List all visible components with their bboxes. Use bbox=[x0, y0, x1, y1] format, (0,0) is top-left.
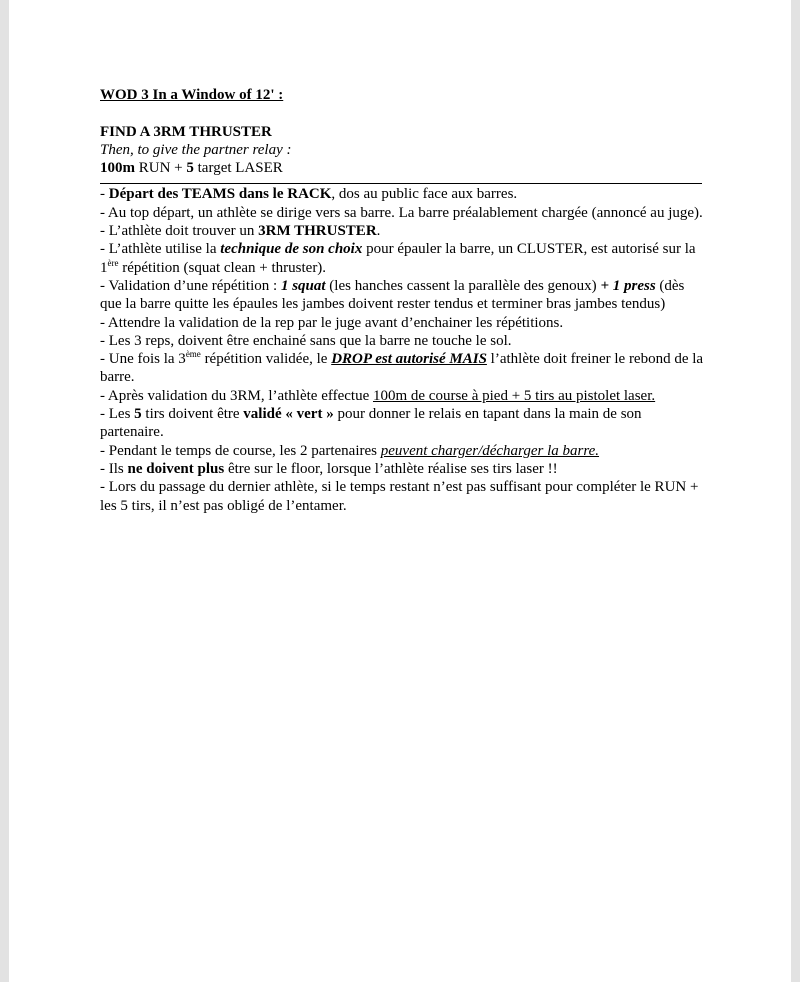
text: tirs doivent être bbox=[141, 406, 244, 423]
text: répétition validée, le bbox=[200, 351, 332, 368]
text-bold-italic-underline: DROP est autorisé MAIS bbox=[331, 351, 487, 368]
text-bold-italic: technique de son choix bbox=[220, 241, 363, 258]
rule-item-3 bbox=[100, 222, 705, 240]
text: , dos au public face aux barres. bbox=[331, 186, 518, 203]
text: - L’athlète utilise la bbox=[100, 241, 221, 258]
text-bold: ne doivent plus bbox=[127, 460, 225, 477]
divider bbox=[100, 183, 702, 184]
text-bold: 3RM THRUSTER bbox=[258, 223, 377, 240]
rule-item-1 bbox=[100, 185, 705, 203]
relay-laser: target LASER bbox=[193, 160, 283, 177]
text: l’athlète doit freiner le rebond de la barre. bbox=[100, 351, 704, 386]
page-edge-right bbox=[791, 0, 800, 982]
text: pour épauler la barre, un CLUSTER, est autorisé sur la 1 bbox=[100, 241, 696, 276]
rule-item-9 bbox=[100, 387, 705, 405]
text: être sur le floor, lorsque l’athlète réalise ses tirs laser !! bbox=[224, 460, 558, 477]
wod-title: WOD 3 In a Window of 12' : bbox=[100, 87, 284, 103]
text-bold: Départ des TEAMS dans le RACK bbox=[108, 186, 332, 203]
superscript: ème bbox=[185, 349, 201, 360]
rule-item-6: - Attendre la validation de la rep par le juge avant d’enchainer les répétitions. bbox=[100, 314, 564, 331]
text-bold-italic: + 1 press bbox=[600, 277, 656, 294]
text: - Après validation du 3RM, l’athlète effectue bbox=[100, 387, 373, 404]
text: (dès que la barre quitte les épaules les jambes doivent rester tendus et terminer bras jambes tendus) bbox=[100, 277, 685, 313]
relay-run: RUN + bbox=[135, 160, 187, 177]
text: répétition (squat clean + thruster). bbox=[118, 259, 327, 276]
rule-item-11 bbox=[100, 442, 705, 460]
relay-line bbox=[100, 159, 705, 177]
text-italic-underline: peuvent charger/décharger la barre. bbox=[380, 442, 600, 459]
relay-count: 5 bbox=[186, 160, 194, 177]
rule-item-13: - Lors du passage du dernier athlète, si le temps restant n’est pas suffisant pour compléter le RUN + les 5 tirs, il n’est pas obligé de l’entamer. bbox=[100, 479, 699, 514]
text: (les hanches cassent la parallèle des genoux) bbox=[325, 277, 601, 294]
text: - Ils bbox=[100, 460, 128, 477]
text-bold: 5 bbox=[134, 406, 142, 423]
text: - Validation d’une répétition : bbox=[100, 277, 281, 294]
text-bold: validé « vert » bbox=[243, 406, 334, 423]
text: - Une fois la 3 bbox=[100, 351, 186, 368]
rule-item-12 bbox=[100, 460, 705, 478]
text: - Les bbox=[100, 406, 135, 423]
rule-item-4 bbox=[100, 240, 705, 277]
text-bold-italic: 1 squat bbox=[280, 277, 326, 294]
document-body bbox=[100, 86, 705, 515]
relay-distance: 100m bbox=[100, 160, 135, 177]
text: . bbox=[376, 223, 381, 240]
rule-item-5 bbox=[100, 277, 705, 314]
wod-heading: FIND A 3RM THRUSTER bbox=[100, 123, 272, 140]
superscript: ère bbox=[107, 257, 119, 268]
text: - Pendant le temps de course, les 2 partenaires bbox=[100, 442, 381, 459]
text: pour donner le relais en tapant dans la main de son partenaire. bbox=[100, 406, 642, 441]
rule-item-8 bbox=[100, 350, 705, 387]
rule-item-2: - Au top départ, un athlète se dirige vers sa barre. La barre préalablement chargée (annoncé au juge). bbox=[100, 204, 703, 221]
rule-item-7: - Les 3 reps, doivent être enchainé sans que la barre ne touche le sol. bbox=[100, 332, 512, 349]
rule-item-10 bbox=[100, 405, 705, 442]
wod-subtitle: Then, to give the partner relay : bbox=[100, 141, 292, 158]
text-underline: 100m de course à pied + 5 tirs au pistolet laser. bbox=[372, 387, 656, 404]
page-edge-left bbox=[0, 0, 9, 982]
text: - bbox=[100, 186, 109, 203]
text: - L’athlète doit trouver un bbox=[100, 223, 259, 240]
spacer bbox=[100, 104, 705, 122]
